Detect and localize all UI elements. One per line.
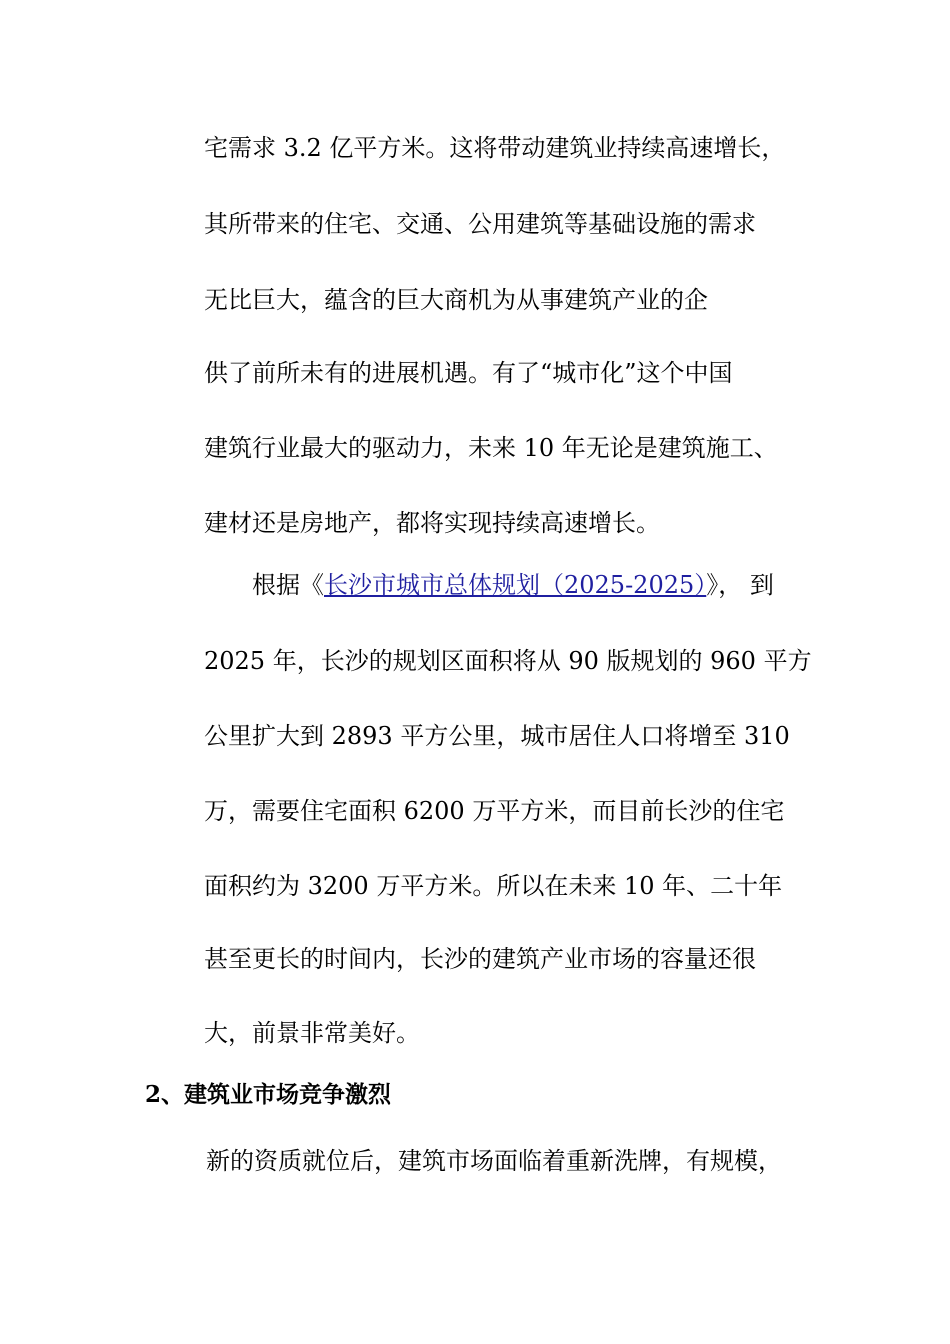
paragraph-first-line [252, 570, 812, 600]
paragraph-line: 新的资质就位后，建筑市场面临着重新洗牌，有规模， [206, 1147, 782, 1175]
text-after-link: 》， 到 [706, 571, 774, 599]
paragraph-line: 甚至更长的时间内，长沙的建筑产业市场的容量还很 [204, 945, 756, 973]
paragraph-line: 供了前所未有的进展机遇。有了“城市化”这个中国 [204, 359, 733, 387]
plan-link[interactable]: 长沙市城市总体规划（2025-2025） [324, 571, 707, 599]
section-heading: 2、建筑业市场竞争激烈 [145, 1081, 392, 1108]
paragraph-line: 万，需要住宅面积 6200 万平方米，而目前长沙的住宅 [204, 797, 785, 825]
paragraph-line: 无比巨大，蕴含的巨大商机为从事建筑产业的企 [204, 286, 708, 314]
paragraph-line: 宅需求 3.2 亿平方米。这将带动建筑业持续高速增长， [204, 134, 786, 162]
paragraph-line: 建筑行业最大的驱动力，未来 10 年无论是建筑施工、 [204, 434, 778, 462]
text-before-link: 根据《 [252, 571, 324, 599]
paragraph-line: 面积约为 3200 万平方米。所以在未来 10 年、二十年 [204, 872, 783, 900]
paragraph-line: 其所带来的住宅、交通、公用建筑等基础设施的需求 [204, 210, 756, 238]
paragraph-line: 2025 年，长沙的规划区面积将从 90 版规划的 960 平方 [204, 647, 812, 675]
paragraph-line: 大，前景非常美好。 [204, 1019, 420, 1047]
paragraph-line: 公里扩大到 2893 平方公里，城市居住人口将增至 310 [204, 722, 790, 750]
paragraph-line: 建材还是房地产，都将实现持续高速增长。 [204, 509, 660, 537]
